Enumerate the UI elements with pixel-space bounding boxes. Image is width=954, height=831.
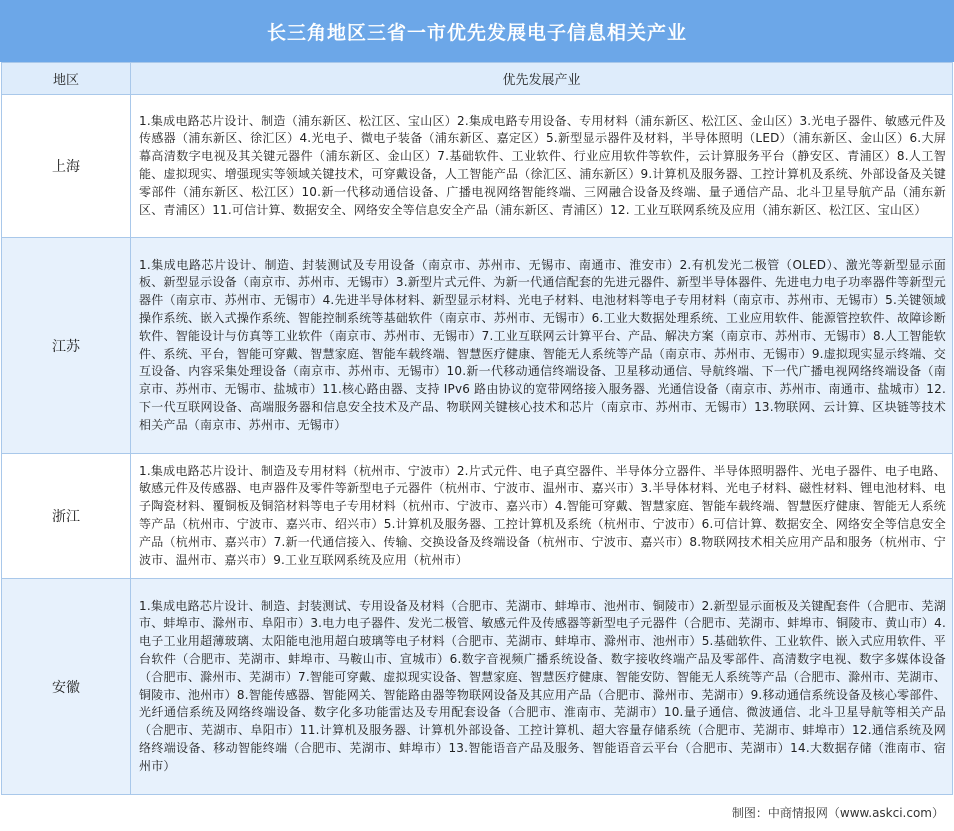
column-header-industries: 优先发展产业 — [131, 63, 953, 95]
industries-cell: 1.集成电路芯片设计、制造、封装测试、专用设备及材料（合肥市、芜湖市、蚌埠市、池州市、铜陵市）2.新型显示面板及关键配套件（合肥市、芜湖市、蚌埠市、滁州市、阜阳市）3.电力电子器件、发光二极管、敏感元件及传感器等新型电子元器件（合肥市、芜湖市、蚌埠市、铜陵市、黄山市）4.电子工业用超薄玻璃、太阳能电池用超白玻璃等电子材料（合肥市、芜湖市、蚌埠市、滁州市、池州市）5.基础软件、工业软件、嵌入式应用软件、平台软件（合肥市、芜湖市、蚌埠市、马鞍山市、宣城市）6.数字音视频广播系统设备、数字接收终端产品及零部件、高清数字电视、数字多媒体设备（合肥市、滁州市、芜湖市）7.智能可穿戴、虚拟现实设备、智慧家庭、智慧医疗健康、智能安防、智能无人系统等产品（合肥市、滁州市、芜湖市、铜陵市、池州市）8.智能传感器、智能网关、智能路由器等物联网设备及其应用产品（合肥市、滁州市、芜湖市）9.移动通信系统设备及核心零部件、光纤通信系统及网络终端设备、数字化多功能雷达及专用配套设备（合肥市、淮南市、芜湖市）10.量子通信、微波通信、北斗卫星导航等相关产品（合肥市、芜湖市、阜阳市）11.计算机及服务器、计算机外部设备、工控计算机、超大容量存储系统（合肥市、芜湖市、蚌埠市）12.通信系统及网络终端设备、移动智能终端（合肥市、芜湖市、蚌埠市）13.智能语音产品及服务、智能语音云平台（合肥市、芜湖市）14.大数据存储（淮南市、宿州市） — [131, 579, 953, 795]
table-row-shanghai — [2, 95, 953, 238]
column-header-region: 地区 — [2, 63, 131, 95]
region-cell: 江苏 — [2, 238, 131, 454]
source-credit: 制图：中商情报网（www.askci.com） — [731, 806, 944, 820]
table-row-jiangsu — [2, 238, 953, 454]
region-cell: 上海 — [2, 95, 131, 238]
industries-cell: 1.集成电路芯片设计、制造及专用材料（杭州市、宁波市）2.片式元件、电子真空器件、半导体分立器件、半导体照明器件、光电子器件、电子电路、敏感元件及传感器、电声器件及零件等新型电子元器件（杭州市、宁波市、温州市、嘉兴市）3.半导体材料、光电子材料、磁性材料、锂电池材料、电子陶瓷材料、覆铜板及铜箔材料等电子专用材料（杭州市、宁波市、嘉兴市）4.智能可穿戴、智慧家庭、智能车载终端、智慧医疗健康、智能无人系统等产品（杭州市、宁波市、嘉兴市、绍兴市）5.计算机及服务器、工控计算机及系统（杭州市、宁波市）6.可信计算、数据安全、网络安全等信息安全产品（杭州市、嘉兴市）7.新一代通信接入、传输、交换设备及终端设备（杭州市、宁波市、嘉兴市）8.物联网技术相关应用产品和服务（杭州市、宁波市、温州市、嘉兴市）9.工业互联网系统及应用（杭州市） — [131, 454, 953, 579]
industries-cell: 1.集成电路芯片设计、制造、封装测试及专用设备（南京市、苏州市、无锡市、南通市、淮安市）2.有机发光二极管（OLED）、激光等新型显示面板、新型显示设备（南京市、苏州市、无锡市）3.新型片式元件、为新一代通信配套的先进元器件、新型半导体器件、先进电力电子功率器件等新型元器件（南京市、苏州市、无锡市）4.先进半导体材料、新型显示材料、光电子材料、电池材料等电子专用材料（南京市、苏州市、无锡市）5.关键领域操作系统、嵌入式操作系统、智能控制系统等基础软件（南京市、苏州市、无锡市）6.工业大数据处理系统、工业应用软件、能源管控软件、故障诊断软件、智能设计与仿真等工业软件（南京市、苏州市、无锡市）7.工业互联网云计算平台、产品、解决方案（南京市、苏州市、无锡市）8.人工智能软件、系统、平台，智能可穿戴、智慧家庭、智能车载终端、智慧医疗健康、智能无人系统等产品（南京市、苏州市、无锡市）9.虚拟现实显示终端、交互设备、内容采集处理设备（南京市、苏州市、无锡市）10.新一代移动通信终端设备、卫星移动通信、导航终端、下一代广播电视网络终端设备（南京市、苏州市、无锡市、盐城市）11.核心路由器、支持 IPv6 路由协议的宽带网络接入服务器、光通信设备（南京市、苏州市、南通市、盐城市）12.下一代互联网设备、高端服务器和信息安全技术及产品、物联网关键核心技术和芯片（南京市、苏州市、无锡市）13.物联网、云计算、区块链等技术相关产品（南京市、苏州市、无锡市） — [131, 238, 953, 454]
region-cell: 安徽 — [2, 579, 131, 795]
industries-cell: 1.集成电路芯片设计、制造（浦东新区、松江区、宝山区）2.集成电路专用设备、专用材料（浦东新区、松江区、金山区）3.光电子器件、敏感元件及传感器（浦东新区、徐汇区）4.光电子、微电子装备（浦东新区、嘉定区）5.新型显示器件及材料，半导体照明（LED）（浦东新区、金山区）6.大屏幕高清数字电视及其关键元器件（浦东新区、金山区）7.基础软件、工业软件、行业应用软件等软件，云计算服务平台（静安区、青浦区）8.人工智能、虚拟现实、增强现实等领域关键技术，可穿戴设备，人工智能产品（徐汇区、浦东新区）9.计算机及服务器、工控计算机及系统、外部设备及关键零部件（浦东新区、松江区）10.新一代移动通信设备、广播电视网络智能终端、三网融合设备及终端、量子通信产品、北斗卫星导航产品（浦东新区、青浦区）11.可信计算、数据安全、网络安全等信息安全产品（浦东新区、青浦区）12. 工业互联网系统及应用（浦东新区、松江区、宝山区） — [131, 95, 953, 238]
table-header-row — [2, 63, 953, 95]
region-cell: 浙江 — [2, 454, 131, 579]
table-row-anhui — [2, 579, 953, 795]
table-row-zhejiang — [2, 454, 953, 579]
industry-table — [1, 62, 953, 795]
page-title: 长三角地区三省一市优先发展电子信息相关产业 — [0, 0, 954, 62]
